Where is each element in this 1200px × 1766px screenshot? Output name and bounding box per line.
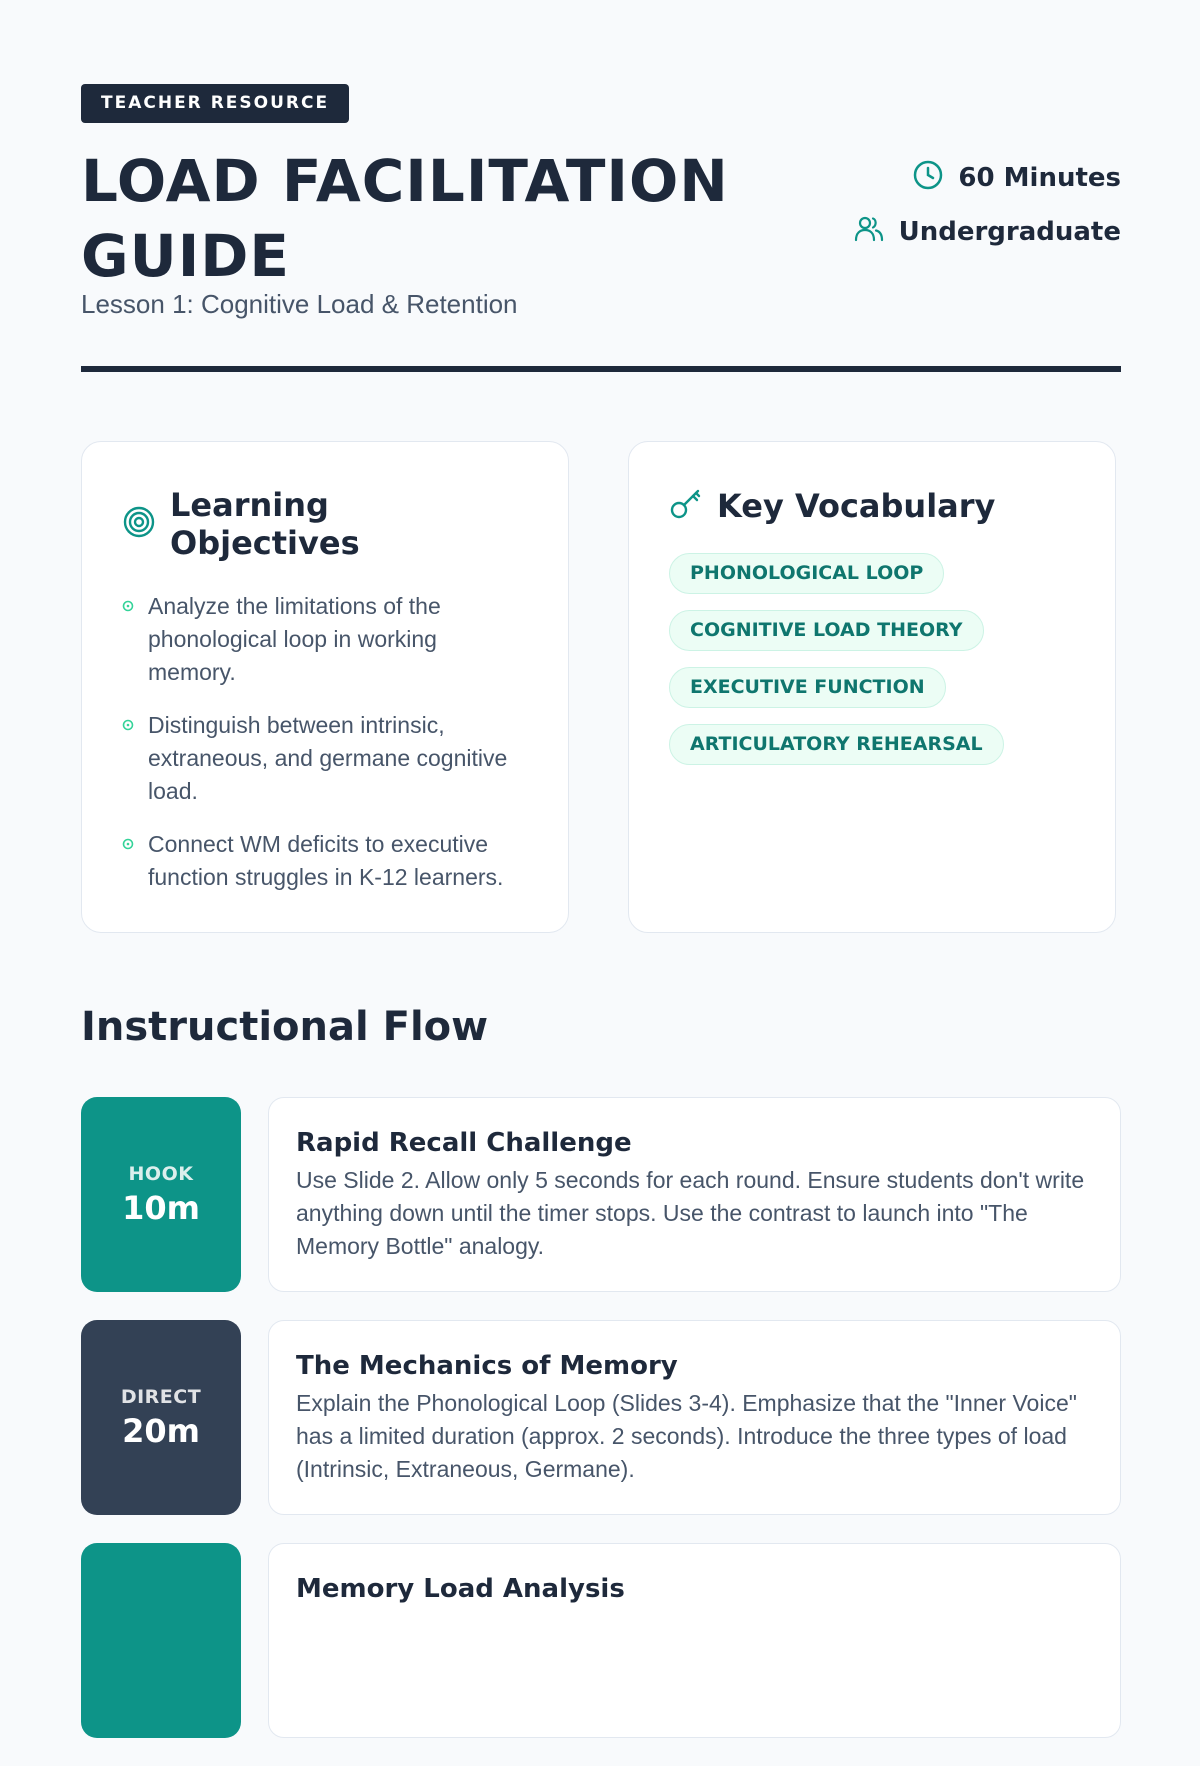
lesson-guide-page [81,84,1121,1604]
step-card [268,1097,1121,1292]
learning-objectives-card [81,441,569,933]
step-title: Memory Load Analysis [296,1574,625,1604]
list-item [122,590,528,689]
vocab-chip: ARTICULATORY REHEARSAL [669,724,1004,765]
duration-text: 60 Minutes [958,163,1121,193]
step-tag [81,1320,241,1515]
step-description: Use Slide 2. Allow only 5 seconds for each round. Ensure students don't write anything down until the timer stops. Use the contrast to launch into "The Memory Bottle" analogy. [296,1167,1085,1259]
step-description: Explain the Phonological Loop (Slides 3-4). Emphasize that the "Inner Voice" has a limited duration (approx. 2 seconds). Introduce the three types of load (Intrinsic, Extraneous, Germane). [296,1390,1077,1482]
flow-step [81,1543,1121,1738]
page-title: LOAD FACILITATION GUIDE [81,147,729,290]
vocabulary-header [669,486,1075,525]
instructional-flow [81,1097,1121,1766]
objectives-list [122,590,528,894]
lesson-meta [853,158,1121,266]
step-title: The Mechanics of Memory [296,1351,678,1381]
vocab-chip: EXECUTIVE FUNCTION [669,667,946,708]
objectives-title: Learning Objectives [170,486,360,562]
lesson-subtitle: Lesson 1: Cognitive Load & Retention [81,289,518,319]
step-label: HOOK [128,1162,194,1185]
objective-text: Analyze the limitations of the phonological loop in working memory. [148,593,441,685]
flow-step [81,1320,1121,1515]
step-title: Rapid Recall Challenge [296,1128,632,1158]
objectives-header [122,486,528,562]
bullet-circle-icon [122,600,134,612]
objective-text: Connect WM deficits to executive function struggles in K-12 learners. [148,831,504,890]
step-time: 20m [122,1411,200,1450]
step-tag [81,1543,241,1738]
vocabulary-chips [669,553,1075,765]
audience-text: Undergraduate [898,217,1121,247]
resource-badge: TEACHER RESOURCE [81,84,349,123]
audience-meta [853,212,1121,252]
list-item [122,709,528,808]
step-label: DIRECT [120,1385,202,1408]
header-divider [81,366,1121,372]
list-item [122,828,528,894]
bullet-circle-icon [122,719,134,731]
step-tag [81,1097,241,1292]
key-icon [669,486,703,525]
instructional-flow-title: Instructional Flow [81,1004,489,1050]
vocabulary-title: Key Vocabulary [717,486,996,525]
step-card [268,1543,1121,1738]
step-time: 10m [122,1188,200,1227]
step-card [268,1320,1121,1515]
key-vocabulary-card [628,441,1116,933]
vocab-chip: PHONOLOGICAL LOOP [669,553,944,594]
duration-meta [853,158,1121,198]
flow-step [81,1097,1121,1292]
overview-cards [81,441,1121,935]
clock-icon [912,159,944,198]
vocab-chip: COGNITIVE LOAD THEORY [669,610,984,651]
objective-text: Distinguish between intrinsic, extraneous, and germane cognitive load. [148,712,508,804]
target-icon [122,505,156,544]
header [81,84,1121,364]
bullet-circle-icon [122,838,134,850]
users-icon [853,213,885,252]
